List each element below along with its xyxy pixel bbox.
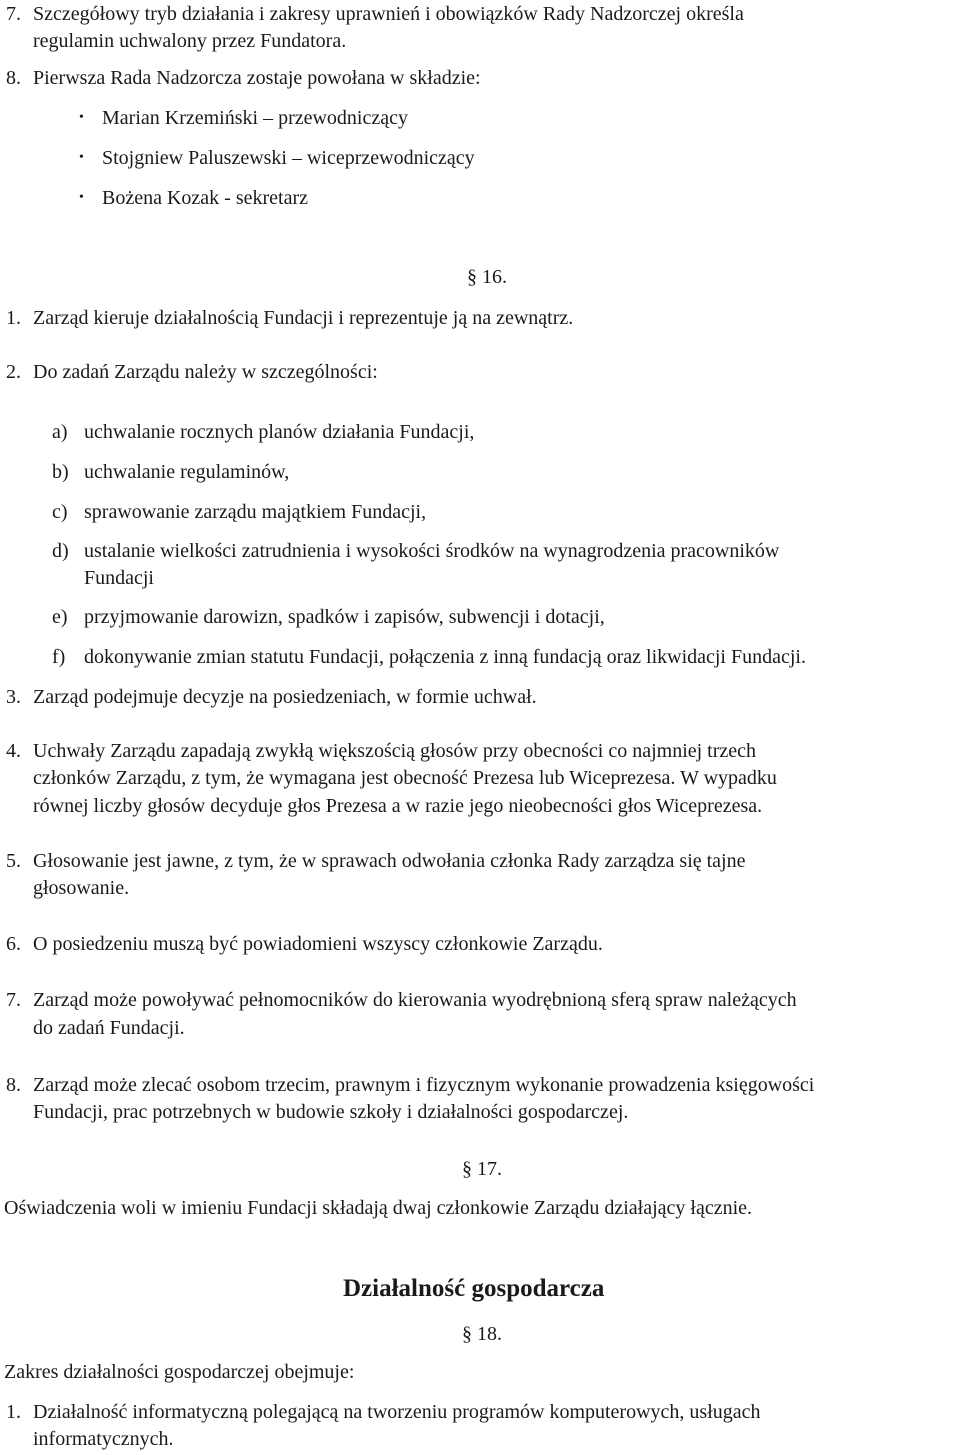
sub-item-text: ustalanie wielkości zatrudnienia i wysokości środków na wynagrodzenia pracowników xyxy=(84,540,780,562)
paragraph-line: Pierwsza Rada Nadzorcza zostaje powołana w składzie: xyxy=(33,67,481,89)
sub-item-text: dokonywanie zmian statutu Fundacji, połączenia z inną fundacją oraz likwidacji Fundacji. xyxy=(84,646,806,668)
board-member: Stojgniew Paluszewski – wiceprzewodniczący xyxy=(102,147,475,169)
paragraph-line: Do zadań Zarządu należy w szczególności: xyxy=(33,361,378,383)
paragraph-line: członków Zarządu, z tym, że wymagana jest obecność Prezesa lub Wiceprezesa. W wypadku xyxy=(33,767,777,789)
paragraph-line: Zarząd może zlecać osobom trzecim, prawnym i fizycznym wykonanie prowadzenia księgowości xyxy=(33,1074,815,1096)
section-heading: § 17. xyxy=(462,1158,502,1180)
bullet-icon: • xyxy=(79,150,84,165)
list-number: 3. xyxy=(6,686,21,708)
sub-item-letter: f) xyxy=(52,646,66,668)
paragraph-line: Uchwały Zarządu zapadają zwykłą większością głosów przy obecności co najmniej trzech xyxy=(33,740,757,762)
paragraph-line: O posiedzeniu muszą być powiadomieni wszyscy członkowie Zarządu. xyxy=(33,933,603,955)
paragraph-line: Zarząd podejmuje decyzje na posiedzeniach, w formie uchwał. xyxy=(33,686,537,708)
bullet-icon: • xyxy=(79,190,84,205)
list-number: 1. xyxy=(6,1401,21,1423)
paragraph-line: głosowanie. xyxy=(33,877,130,899)
list-number: 2. xyxy=(6,361,21,383)
sub-item-text: uchwalanie rocznych planów działania Fundacji, xyxy=(84,421,475,443)
list-number: 4. xyxy=(6,740,21,762)
section-heading: § 18. xyxy=(462,1323,502,1345)
paragraph-line: Oświadczenia woli w imieniu Fundacji składają dwaj członkowie Zarządu działający łącznie. xyxy=(4,1197,753,1219)
paragraph-line: Zakres działalności gospodarczej obejmuje: xyxy=(4,1361,355,1383)
paragraph-line: do zadań Fundacji. xyxy=(33,1017,185,1039)
board-member: Bożena Kozak - sekretarz xyxy=(102,187,308,209)
list-number: 7. xyxy=(6,989,21,1011)
sub-item-text: uchwalanie regulaminów, xyxy=(84,461,290,483)
list-number: 8. xyxy=(6,1074,21,1096)
paragraph-line: Działalność informatyczną polegającą na tworzeniu programów komputerowych, usługach xyxy=(33,1401,761,1423)
sub-item-text: Fundacji xyxy=(84,567,154,589)
board-member: Marian Krzemiński – przewodniczący xyxy=(102,107,408,129)
sub-item-letter: d) xyxy=(52,540,69,562)
sub-item-letter: e) xyxy=(52,606,68,628)
chapter-title: Działalność gospodarcza xyxy=(343,1275,605,1302)
sub-item-letter: b) xyxy=(52,461,69,483)
list-number: 7. xyxy=(6,3,21,25)
paragraph-line: regulamin uchwalony przez Fundatora. xyxy=(33,30,347,52)
paragraph-line: Zarząd może powoływać pełnomocników do kierowania wyodrębnioną sferą spraw należących xyxy=(33,989,797,1011)
list-number: 1. xyxy=(6,307,21,329)
list-number: 5. xyxy=(6,850,21,872)
paragraph-line: Głosowanie jest jawne, z tym, że w sprawach odwołania członka Rady zarządza się tajne xyxy=(33,850,746,872)
sub-item-text: sprawowanie zarządu majątkiem Fundacji, xyxy=(84,501,427,523)
sub-item-text: przyjmowanie darowizn, spadków i zapisów, subwencji i dotacji, xyxy=(84,606,605,628)
paragraph-line: Fundacji, prac potrzebnych w budowie szkoły i działalności gospodarczej. xyxy=(33,1101,629,1123)
paragraph-line: Zarząd kieruje działalnością Fundacji i reprezentuje ją na zewnątrz. xyxy=(33,307,574,329)
list-number: 8. xyxy=(6,67,21,89)
paragraph-line: informatycznych. xyxy=(33,1428,174,1450)
bullet-icon: • xyxy=(79,110,84,125)
section-heading: § 16. xyxy=(467,266,507,288)
paragraph-line: Szczegółowy tryb działania i zakresy uprawnień i obowiązków Rady Nadzorczej określa xyxy=(33,3,744,25)
sub-item-letter: a) xyxy=(52,421,68,443)
paragraph-line: równej liczby głosów decyduje głos Prezesa a w razie jego nieobecności głos Wiceprezesa. xyxy=(33,795,763,817)
list-number: 6. xyxy=(6,933,21,955)
sub-item-letter: c) xyxy=(52,501,68,523)
